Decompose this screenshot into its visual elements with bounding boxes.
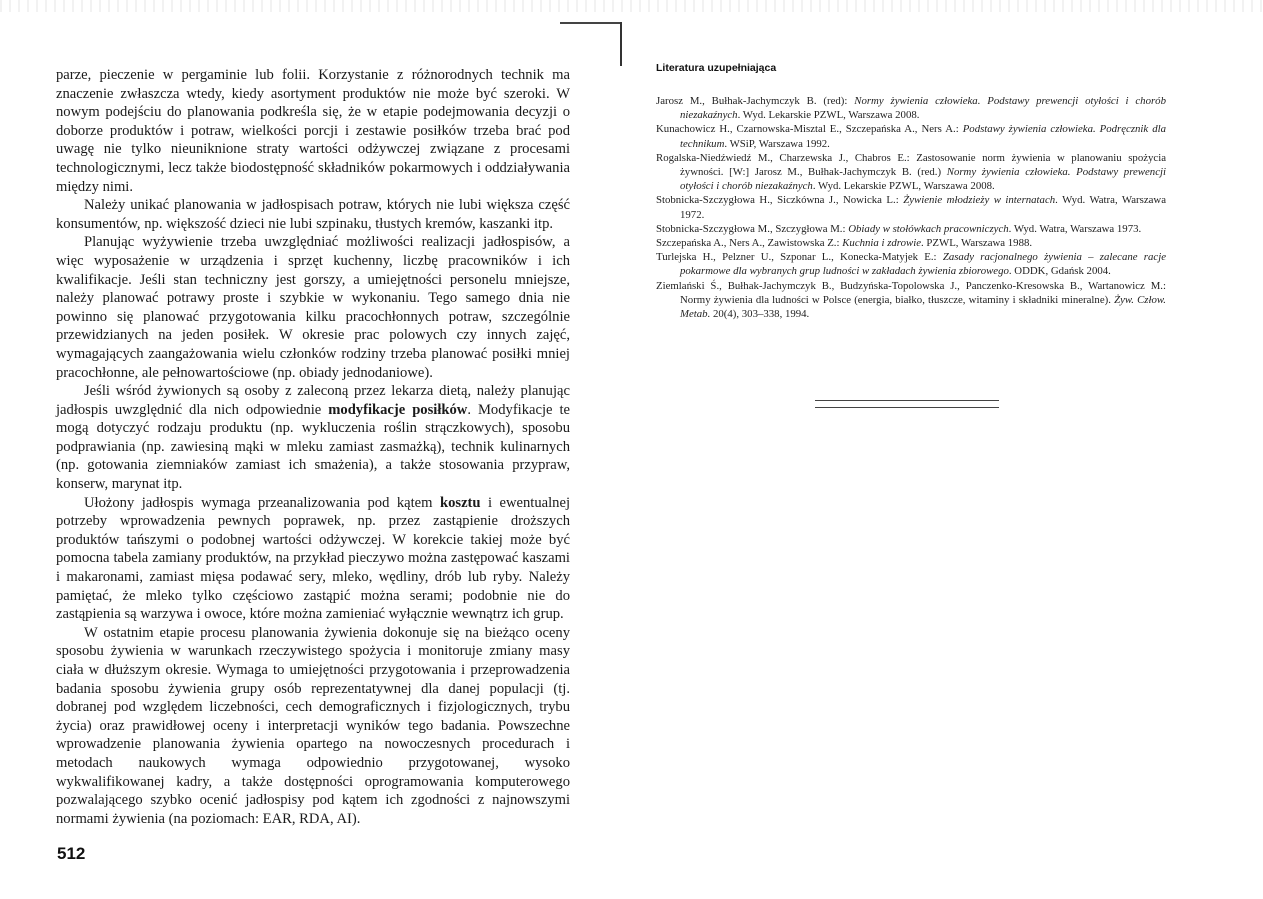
left-page-body (56, 66, 570, 828)
reference-item (656, 279, 1166, 322)
reference-item (656, 151, 1166, 194)
ref-title: Żywienie młodzieży w internatach (903, 194, 1056, 207)
reference-item (656, 250, 1166, 278)
ref-authors: Ziemlański Ś., Bułhak-Jachymczyk B., Budzyńska-Topolowska J., Panczenko-Kresowska B., Wartanowicz M.: Normy żywienia dla ludności w Polsce (energia, białko, tłuszcze, witaminy i składniki mineralne). (656, 279, 1166, 306)
reference-item (656, 122, 1166, 150)
paragraph-4-emphasis: modyfikacje posiłków (328, 401, 468, 418)
ref-title: Zasady racjonalnego żywienia – zalecane racje pokarmowe dla wybranych grup ludności w zakładach żywienia zbiorowego (680, 251, 1166, 278)
paragraph-4-text-b: . Modyfikacje te mogą dotyczyć rodzaju produktu (np. wykluczenia roślin strączkowych), sposobu podprawiania (np. zawiesiną mąki w mleku zamiast zasmażką), technik kulinarnych (np. gotowania ziemniaków zamiast ich smażenia), a także stosowania przypraw, konserw, marynat itp. (56, 401, 570, 493)
ref-title: Kuchnia i zdrowie (842, 237, 921, 250)
ref-authors: Jarosz M., Bułhak-Jachymczyk B. (red): (656, 95, 855, 107)
ref-authors: Rogalska-Niedźwiedź M., Charzewska J., Chabros E.: Zastosowanie norm żywienia w planowaniu spożycia żywności. [W:] Jarosz M., Bułhak-Jachymczyk B. (red.) (656, 151, 1166, 179)
ref-authors: Turlejska H., Pelzner U., Szponar L., Konecka-Matyjek E.: (656, 251, 943, 264)
paragraph-6: W ostatnim etapie procesu planowania żywienia dokonuje się na bieżąco oceny sposobu żywienia w warunkach rzeczywistego spożycia i monitoruje zmiany masy ciała w dłuższym okresie. Wymaga to umiejętności przygotowania i przeprowadzenia badania sposobu żywienia grupy osób reprezentatywnej dla danej populacji (tj. dobranej pod względem liczebności, cech demograficznych i fizjologicznych, trybu życia) oraz prawidłowej oceny i interpretacji wyników tego badania. Powszechne wprowadzenie planowania żywienia opartego na nowoczesnych procedurach i metodach naukowych wymaga odpowiednio przygotowanej, wysoko wykwalifikowanej kadry, a także dostępności oprogramowania komputerowego pozwalającego szybko ocenić jadłospisy pod kątem ich zgodności z najnowszymi normami żywienia (na poziomach: EAR, RDA, AI). (56, 624, 570, 827)
paragraph-5-emphasis: kosztu (439, 494, 481, 511)
paragraph-4-text-a: Jeśli wśród żywionych są osoby z zaleconą przez lekarza dietą, należy planując jadłospis uwzględnić dla nich odpowiednie (56, 383, 570, 418)
ref-publisher: 20(4), 303–338, 1994. (710, 308, 810, 321)
ref-title: Normy żywienia człowieka. Podstawy prewencji otyłości i chorób niezakaźnych (680, 166, 1166, 193)
ref-publisher: . WSiP, Warszawa 1992. (724, 137, 830, 150)
ref-publisher: . Wyd. Lekarskie PZWL, Warszawa 2008. (737, 109, 920, 122)
paragraph-5-text-a: Ułożony jadłospis wymaga przeanalizowania pod kątem (84, 494, 440, 511)
ref-publisher: . Wyd. Watra, Warszawa 1973. (1008, 222, 1142, 235)
reference-item (656, 222, 1166, 236)
ref-title: Obiady w stołówkach pracowniczych (848, 222, 1009, 235)
ref-title: Żyw. Człow. Metab. (680, 293, 1167, 321)
ref-title: Normy żywienia człowieka. Podstawy prewencji otyłości i chorób niezakaźnych (680, 95, 1166, 122)
ref-publisher: . ODDK, Gdańsk 2004. (1008, 265, 1111, 278)
ref-publisher: . PZWL, Warszawa 1988. (921, 237, 1033, 250)
ref-authors: Stobnicka-Szczygłowa M., Szczygłowa M.: (656, 222, 849, 235)
paragraph-5 (56, 494, 570, 624)
binding-mark (560, 22, 622, 24)
ref-authors: Kunachowicz H., Czarnowska-Misztal E., Szczepańska A., Ners A.: (656, 123, 963, 136)
reference-list (656, 94, 1166, 321)
page-number: 512 (57, 844, 86, 863)
paragraph-3: Planując wyżywienie trzeba uwzględniać możliwości realizacji jadłospisów, a więc wyposażenie w urządzenia i sprzęt kuchenny, liczbę pracowników i ich kwalifikacje. Jeśli stan techniczny jest gorszy, a umiejętności personelu mniejsze, należy planować potrawy proste i szybkie w wykonaniu. Tego samego dnia nie powinno się planować przygotowania kilku pracochłonnych potraw, szczególnie przewidzianych na jeden posiłek. W okresie prac polowych czy innych zajęć, wymagających zaangażowania wielu członków rodziny trzeba planować posiłki mniej pracochłonne, ale pełnowartościowe (np. obiady jednodaniowe). (56, 234, 570, 381)
ref-authors: Szczepańska A., Ners A., Zawistowska Z.: (656, 237, 843, 250)
paragraph-4 (56, 382, 570, 494)
chapter-end-rule (815, 400, 999, 408)
reference-item (656, 236, 1166, 250)
ref-title: Podstawy żywienia człowieka. Podręcznik dla technikum (680, 123, 1166, 150)
reference-item (656, 94, 1166, 122)
section-heading: Literatura uzupełniająca (656, 62, 777, 74)
ref-publisher: . Wyd. Watra, Warszawa 1972. (680, 194, 1167, 221)
paragraph-2: Należy unikać planowania w jadłospisach potraw, których nie lubi większa część konsumentów, np. większość dzieci nie lubi szpinaku, tłustych kremów, kaszanki itp. (56, 197, 570, 232)
paragraph-5-text-b: i ewentualnej potrzeby wprowadzenia pewnych poprawek, np. przez zastąpienie droższych produktów tańszymi o podobnej wartości odżywczej. W korekcie takiej może być pomocna tabela zamiany produktów, na przykład pieczywo można zastępować kaszami i makaronami, zamiast mięsa podawać sery, mleko, wędliny, drób lub ryby. Należy pamiętać, że mleko tylko częściowo zastąpić można serami; podobnie nie do zastąpienia są warzywa i owoce, które można zamieniać wyłącznie wewnątrz ich grup. (56, 494, 571, 623)
ref-publisher: . Wyd. Lekarskie PZWL, Warszawa 2008. (812, 180, 995, 193)
right-page-body (656, 62, 1166, 321)
binding-spine (620, 22, 622, 66)
reference-item (656, 193, 1166, 221)
scan-noise (0, 0, 1263, 12)
ref-authors: Stobnicka-Szczygłowa H., Siczkówna J., Nowicka L.: (656, 194, 904, 207)
paragraph-1: parze, pieczenie w pergaminie lub folii. Korzystanie z różnorodnych technik ma znaczenie zwłaszcza wtedy, kiedy asortyment produktów nie może być szeroki. W nowym podejściu do planowania podkreśla się, że w etapie podejmowania decyzji o doborze produktów i potraw, wielkości porcji i zestawie posiłków trzeba brać pod uwagę nie tylko nieuniknione straty wartości odżywczej związane z procesami technologicznymi, lecz także biodostępność składników pokarmowych i oddziaływania między nimi. (56, 67, 570, 195)
